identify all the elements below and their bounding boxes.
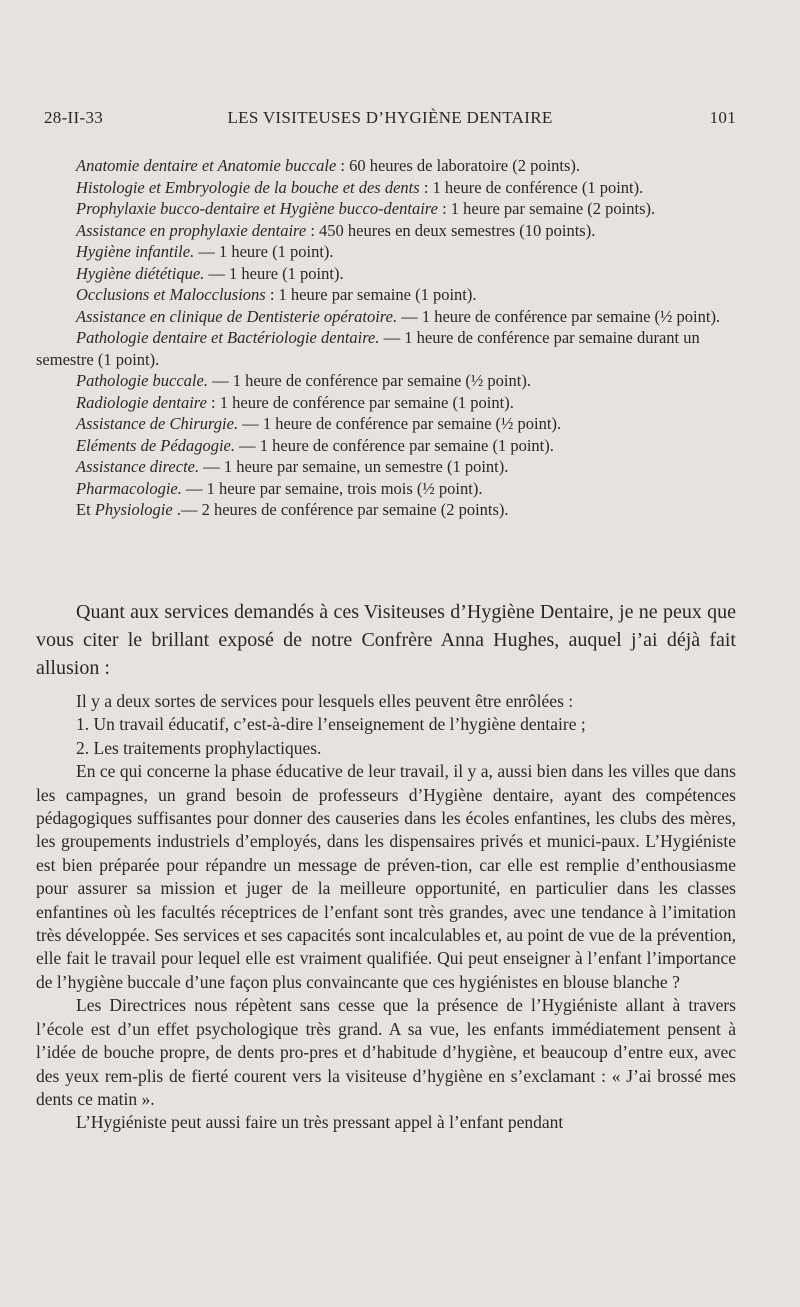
header-title: LES VISITEUSES D’HYGIÈNE DENTAIRE bbox=[227, 108, 553, 127]
course-item: Anatomie dentaire et Anatomie buccale : 60 heures de laboratoire (2 points). bbox=[76, 156, 581, 175]
course-list bbox=[36, 155, 736, 521]
paragraph: En ce qui concerne la phase éducative de leur travail, il y a, aussi bien dans les villes que dans les campagnes, un grand besoin de professeurs d’Hygiène dentaire, ayant des compétences pédagogiques suffisantes pour donner des causeries dans les écoles enfantines, les clubs des mères, les groupements industriels d’employés, dans les dispensaires privés et munici-paux. L’Hygiéniste est bien préparée pour répandre un message de préven-tion, car elle est remplie d’enthousiasme pour assurer sa mission et juger de la meilleure opportunité, en particulier dans les classes enfantines où les facultés réceptrices de l’enfant sont très grandes, avec une tendance à l’imitation très développée. Ses services et ses capacités sont incalculables et, au point de vue de la prévention, elle fait le travail pour lequel elle est vraiment qualifiée. Qui peut enseigner à l’enfant l’importance de l’hygiène buccale d’une façon plus convaincante que ces hygiénistes en blouse blanche ? bbox=[36, 761, 736, 992]
paragraph: L’Hygiéniste peut aussi faire un très pressant appel à l’enfant pendant bbox=[76, 1112, 564, 1133]
course-item: Eléments de Pédagogie. — 1 heure de conférence par semaine (1 point). bbox=[76, 435, 554, 455]
course-item: Pharmacologie. — 1 heure par semaine, trois mois (½ point). bbox=[76, 478, 483, 498]
course-item: Histologie et Embryologie de la bouche et des dents : 1 heure de conférence (1 point). bbox=[76, 177, 644, 197]
header-date: 28-II-33 bbox=[44, 108, 104, 127]
course-item: Radiologie dentaire : 1 heure de conférence par semaine (1 point). bbox=[76, 392, 514, 412]
course-item: Prophylaxie bucco-dentaire et Hygiène bucco-dentaire : 1 heure par semaine (2 points). bbox=[76, 199, 656, 218]
paragraph: Les Directrices nous répètent sans cesse que la présence de l’Hygiéniste allant à travers l’école est d’un effet psychologique très grand. A sa vue, les enfants immédiatement pensent à l’idée de bouche propre, de dents pro-pres et d’habitude d’hygiène, et beaucoup d’entre eux, avec des yeux rem-plis de fierté courent vers la visiteuse d’hygiène en s’exclamant : « J’ai brossé mes dents ce matin ». bbox=[36, 995, 736, 1109]
course-item: Assistance en prophylaxie dentaire : 450 heures en deux semestres (10 points). bbox=[76, 220, 596, 240]
course-item: Pathologie dentaire et Bactériologie dentaire. — 1 heure de conférence par semaine durant un semestre (1 point). bbox=[36, 328, 700, 369]
course-item: Assistance de Chirurgie. — 1 heure de conférence par semaine (½ point). bbox=[76, 414, 562, 433]
list-item: 2. Les traitements prophylactiques. bbox=[76, 737, 322, 758]
course-item: Hygiène diététique. — 1 heure (1 point). bbox=[76, 263, 344, 283]
course-item: Assistance en clinique de Dentisterie opératoire. — 1 heure de conférence par semaine (½ point). bbox=[76, 306, 721, 326]
body-text bbox=[36, 690, 736, 1135]
intro-paragraph bbox=[36, 598, 736, 682]
course-item: Et Physiologie .— 2 heures de conférence par semaine (2 points). bbox=[76, 500, 509, 519]
page-number: 101 bbox=[709, 108, 736, 127]
course-item: Hygiène infantile. — 1 heure (1 point). bbox=[76, 242, 334, 261]
running-header bbox=[44, 108, 736, 136]
intro-text: Quant aux services demandés à ces Visiteuses d’Hygiène Dentaire, je ne peux que vous citer le brillant exposé de notre Confrère Anna Hughes, auquel j’ai déjà fait allusion : bbox=[36, 601, 736, 679]
paragraph: Il y a deux sortes de services pour lesquels elles peuvent être enrôlées : bbox=[76, 691, 574, 711]
course-item: Occlusions et Malocclusions : 1 heure par semaine (1 point). bbox=[76, 285, 477, 304]
course-item: Assistance directe. — 1 heure par semaine, un semestre (1 point). bbox=[76, 457, 509, 476]
course-item: Pathologie buccale. — 1 heure de conférence par semaine (½ point). bbox=[76, 371, 531, 390]
list-item: 1. Un travail éducatif, c’est-à-dire l’enseignement de l’hygiène dentaire ; bbox=[76, 714, 586, 735]
